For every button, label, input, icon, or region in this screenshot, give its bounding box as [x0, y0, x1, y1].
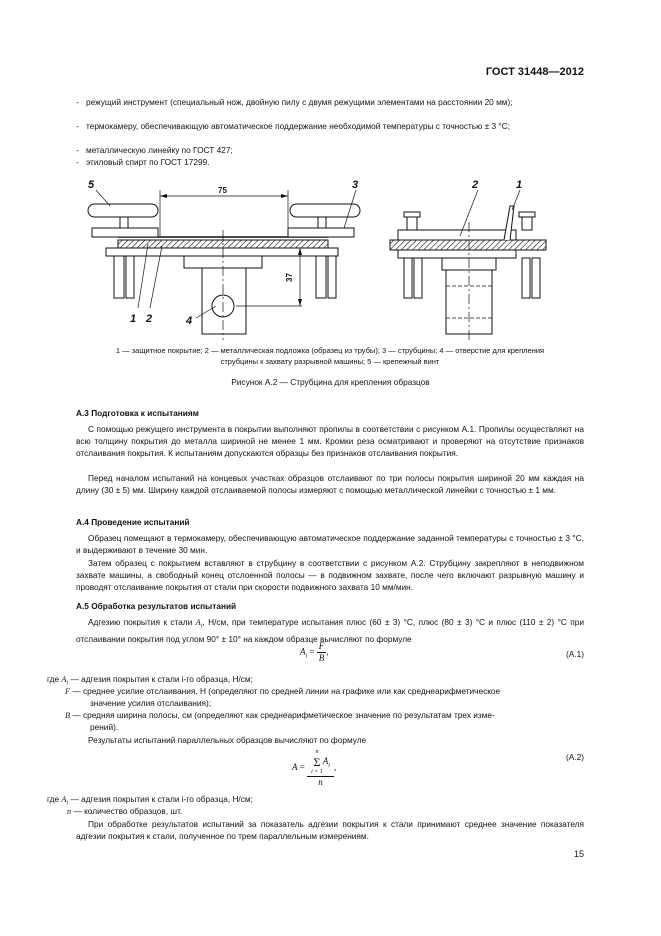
paragraph: Адгезию покрытия к стали $A_i$, Н/см, при температуре испытания плюс (60 ± 3) °С, плюс (80 ± 3) °С и плюс (110 ± 2) °С при отслаивании покрытия под углом 90° ± 10° на каждом образце вычисляют по формуле	[76, 617, 584, 644]
equation-number: (А.1)	[566, 649, 584, 659]
formula-a2: A = n Σ i = 1 $A_i$ n ,	[292, 749, 337, 787]
paragraph: С помощью режущего инструмента в покрытии выполняют пропилы в соответствии с рисунком А.1. Пропилы осуществляют на всю толщину покрытия до металла шириной не менее 1 мм. Кромки реза осматривают и проверяют на отсутствие признаков отслаивания покрытия. К испытаниям допускаются образцы без признаков отслаивания покрытия.	[76, 424, 584, 459]
section-heading-a4: А.4 Проведение испытаний	[76, 517, 190, 527]
list-item: - этиловый спирт по ГОСТ 17299.	[76, 157, 210, 167]
label-1: 1	[130, 313, 137, 325]
label-2-right: 2	[472, 179, 479, 191]
document-header: ГОСТ 31448—2012	[485, 66, 584, 78]
definition-row: B — средняя ширина полосы, см (определяют как среднеарифметическое значение по результатам трех изме-	[65, 710, 495, 720]
paragraph: Затем образец с покрытием вставляют в струбцину в соответствии с рисунком А.2. Струбцину закрепляют в неподвижном захвате машины, а свободный конец отслоенной полосы — в подвижном захвате, после чего включают разрывную машину и проводят отслаивание покрытия от стали при скорости подвижного захвата 10 мм/мин.	[76, 558, 584, 593]
label-4: 4	[186, 315, 193, 327]
definition-row-continuation: рений).	[90, 722, 119, 732]
label-5: 5	[88, 179, 95, 191]
list-item: - термокамеру, обеспечивающую автоматическое поддержание необходимой температуры с точностью ± 3 °С;	[76, 121, 511, 131]
definition-row-continuation: значение усилия отслаивания);	[90, 698, 212, 708]
list-item: - режущий инструмент (специальный нож, двойную пилу с двумя режущими элементами на расстоянии 20 мм);	[76, 97, 513, 107]
formula-a1: $A_i$ = $\frac{F}{B}$ ,	[300, 641, 329, 663]
list-item: - металлическую линейку по ГОСТ 427;	[76, 145, 233, 155]
label-3: 3	[352, 179, 359, 191]
figure-title: Рисунок А.2 — Струбцина для крепления образцов	[231, 377, 430, 387]
dimension-37: 37	[285, 273, 294, 282]
paragraph: Результаты испытаний параллельных образцов вычисляют по формуле	[88, 735, 367, 745]
figure-caption: 1 — защитное покрытие; 2 — металлическая подложка (образец из трубы); 3 — струбцины; 4 — отверстие для крепления струбцины к захвату разрывной машины; 5 — крепежный винт	[115, 346, 545, 366]
page-number: 15	[573, 849, 584, 859]
equation-number: (А.2)	[566, 752, 584, 762]
definition-row: где $A_i$ — адгезия покрытия к стали i-го образца, Н/см;	[47, 674, 253, 687]
label-2: 2	[146, 313, 153, 325]
section-heading-a3: А.3 Подготовка к испытаниям	[76, 408, 199, 418]
label-1-right: 1	[516, 179, 523, 191]
definition-row: n — количество образцов, шт.	[67, 806, 183, 816]
definition-row: где $A_i$ — адгезия покрытия к стали i-го образца, Н/см;	[47, 794, 253, 807]
paragraph: При обработке результатов испытаний за показатель адгезии покрытия к стали принимают среднее значение показателя адгезии покрытия к стали, полученное по трем параллельным измерениям.	[76, 819, 584, 842]
dimension-75: 75	[218, 186, 227, 195]
clamp-drawing	[0, 170, 661, 340]
paragraph: Образец помещают в термокамеру, обеспечивающую автоматическое поддержание заданной температуры с точностью ± 3 °С, и выдерживают в течение 30 мин.	[76, 533, 584, 556]
paragraph: Перед началом испытаний на концевых участках образцов отслаивают по три полосы покрытия шириной 20 мм каждая на длину (30 ± 5) мм. Ширину каждой отслаиваемой полосы измеряют с помощью металлической линейки с точностью ± 1 мм.	[76, 473, 584, 496]
definition-row: F — среднее усилие отслаивания, Н (определяют по средней линии на графике или как среднеарифметическое	[65, 686, 501, 696]
section-heading-a5: А.5 Обработка результатов испытаний	[76, 601, 237, 611]
